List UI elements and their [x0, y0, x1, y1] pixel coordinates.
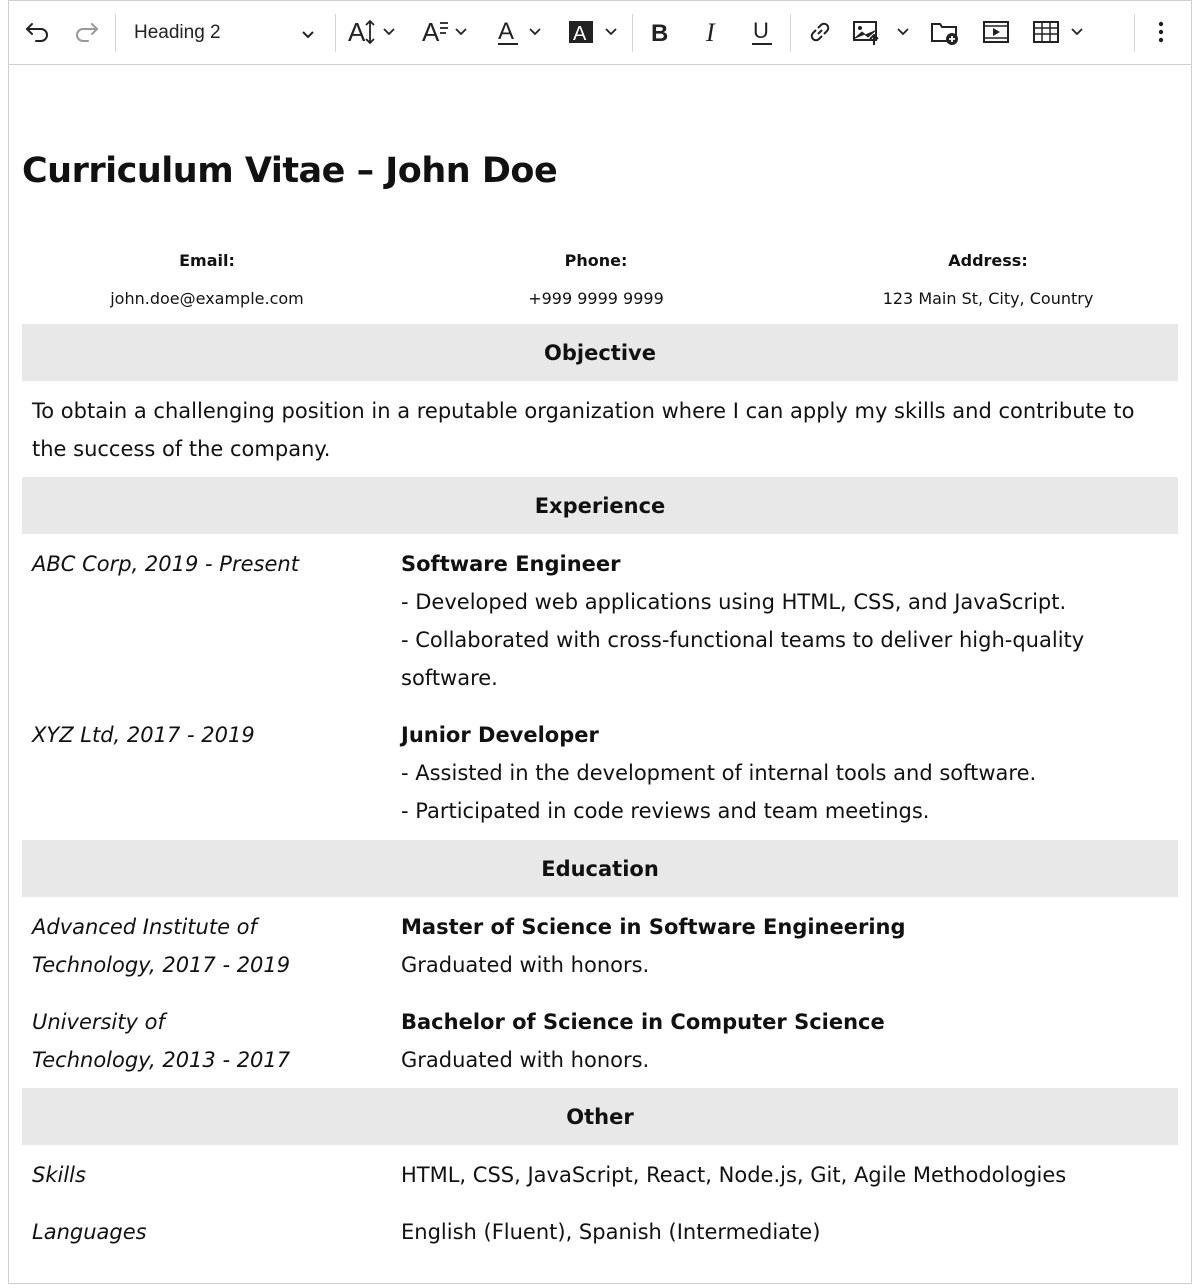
underline-button[interactable]	[744, 0, 780, 64]
italic-button[interactable]	[694, 0, 730, 64]
chevron-down-icon	[300, 26, 316, 47]
background-color-icon	[566, 17, 624, 47]
link-button[interactable]	[802, 0, 838, 64]
svg-text:I: I	[706, 18, 715, 47]
experience-details	[401, 545, 1171, 697]
redo-button[interactable]	[68, 0, 104, 64]
svg-text:A: A	[422, 17, 440, 47]
experience-line: - Assisted in the development of internal tools and software.	[401, 761, 1037, 785]
other-value: HTML, CSS, JavaScript, React, Node.js, Git, Agile Methodologies	[401, 1163, 1067, 1187]
education-degree: Bachelor of Science in Computer Science	[401, 1010, 885, 1034]
video-icon	[981, 17, 1011, 47]
other-value: English (Fluent), Spanish (Intermediate)	[401, 1220, 821, 1244]
toolbar-separator	[115, 14, 116, 52]
contact-address	[798, 248, 1178, 312]
education-details	[401, 1003, 1171, 1079]
contact-email	[17, 248, 397, 312]
section-heading-education: Education	[22, 840, 1178, 897]
font-size-icon	[346, 17, 404, 47]
svg-text:U: U	[753, 18, 769, 43]
other-label: Skills	[32, 1163, 86, 1187]
contact-label: Email:	[179, 251, 235, 270]
contact-phone	[406, 248, 786, 312]
redo-icon	[72, 18, 100, 46]
text-color-icon	[494, 17, 550, 47]
toolbar-separator	[1134, 14, 1135, 52]
objective-text: To obtain a challenging position in a reputable organization where I can apply my skills and contribute to the success of the company.	[32, 399, 1135, 461]
svg-text:A: A	[573, 23, 587, 45]
text-color-button[interactable]	[494, 0, 550, 64]
education-degree: Master of Science in Software Engineering	[401, 915, 906, 939]
svg-text:A: A	[498, 18, 515, 45]
education-org: Advanced Institute of Technology, 2017 - 2019	[32, 915, 291, 977]
experience-role: Junior Developer	[401, 723, 599, 747]
bold-button[interactable]	[642, 0, 678, 64]
section-heading-experience: Experience	[22, 477, 1178, 534]
more-button[interactable]	[1146, 0, 1176, 64]
toolbar-separator	[790, 14, 791, 52]
contact-value: john.doe@example.com	[110, 289, 304, 308]
contact-value: 123 Main St, City, Country	[882, 289, 1094, 308]
link-icon	[805, 17, 835, 47]
font-size-button[interactable]	[345, 0, 405, 64]
document-title: Curriculum Vitae – John Doe	[22, 151, 558, 191]
undo-button[interactable]	[20, 0, 56, 64]
experience-line: - Developed web applications using HTML, CSS, and JavaScript.	[401, 590, 1067, 614]
education-details	[401, 908, 1171, 984]
table-button[interactable]	[1030, 0, 1090, 64]
section-heading-other: Other	[22, 1088, 1178, 1145]
contact-label: Address:	[948, 251, 1028, 270]
underline-icon	[747, 17, 777, 47]
image-button[interactable]	[850, 0, 916, 64]
undo-icon	[24, 18, 52, 46]
experience-line: - Collaborated with cross-functional teams to deliver high-quality software.	[401, 628, 1085, 690]
education-org: University of Technology, 2013 - 2017	[32, 1010, 291, 1072]
file-manager-icon	[929, 17, 961, 47]
section-heading-objective: Objective	[22, 324, 1178, 381]
experience-org: ABC Corp, 2019 - Present	[32, 552, 299, 576]
experience-role: Software Engineer	[401, 552, 621, 576]
toolbar-separator	[335, 14, 336, 52]
background-color-button[interactable]	[566, 0, 624, 64]
video-button[interactable]	[978, 0, 1014, 64]
svg-text:B: B	[651, 20, 669, 47]
file-manager-button[interactable]	[927, 0, 963, 64]
more-icon	[1156, 17, 1166, 47]
line-height-button[interactable]	[420, 0, 478, 64]
bold-icon	[645, 17, 675, 47]
contact-value: +999 9999 9999	[528, 289, 664, 308]
experience-org: XYZ Ltd, 2017 - 2019	[32, 723, 255, 747]
education-note: Graduated with honors.	[401, 1048, 650, 1072]
image-icon	[850, 17, 916, 47]
contact-label: Phone:	[564, 251, 628, 270]
education-note: Graduated with honors.	[401, 953, 650, 977]
other-label: Languages	[32, 1220, 147, 1244]
block-format-label: Heading 2	[134, 22, 221, 43]
svg-text:A: A	[348, 17, 366, 47]
experience-details	[401, 716, 1171, 830]
block-format-select[interactable]	[122, 0, 332, 64]
experience-line: - Participated in code reviews and team meetings.	[401, 799, 930, 823]
line-height-icon	[420, 17, 478, 47]
italic-icon	[697, 17, 727, 47]
toolbar-separator	[632, 14, 633, 52]
table-icon	[1030, 17, 1090, 47]
